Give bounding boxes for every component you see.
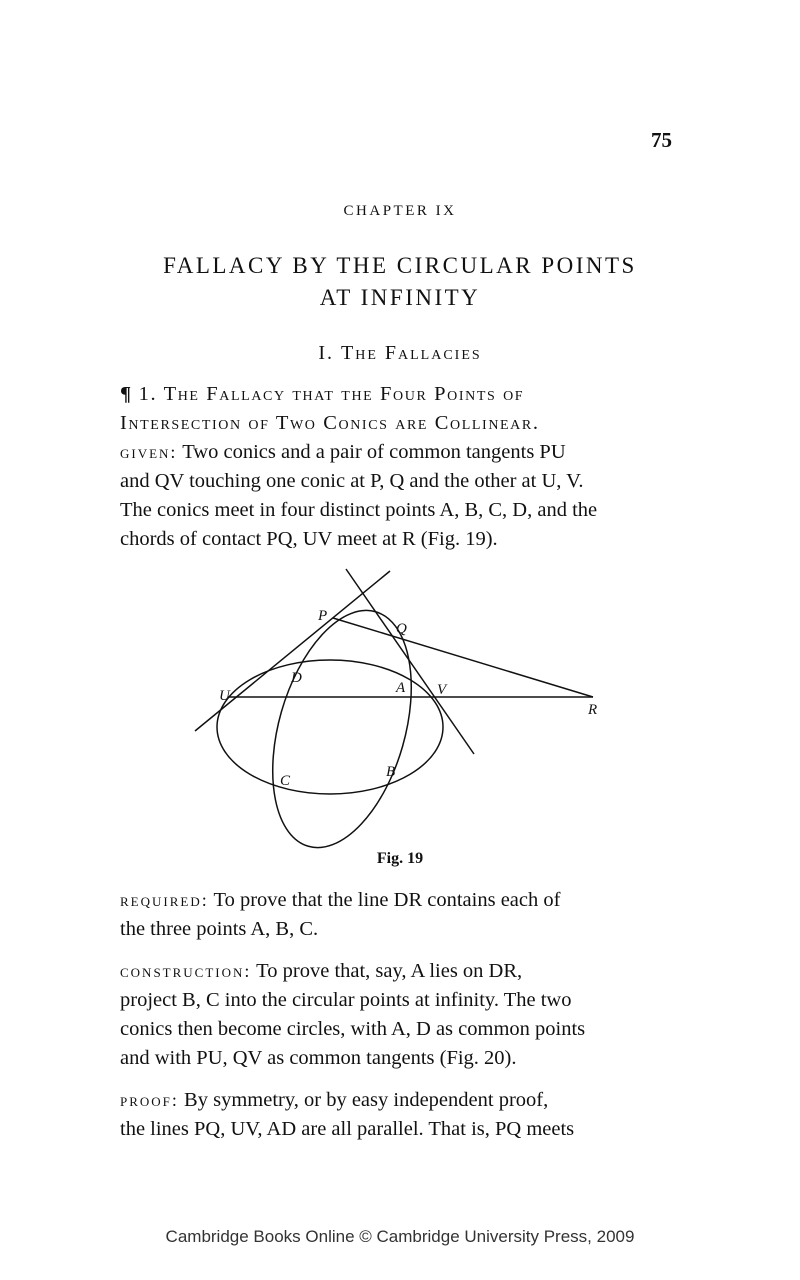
construction-line-1 — [120, 957, 676, 986]
point-label-a: A — [396, 680, 406, 696]
footer-copyright: Cambridge Books Online © Cambridge University Press, 2009 — [165, 1227, 635, 1246]
chapter-title-line-2: AT INFINITY — [319, 285, 481, 310]
chapter-label: CHAPTER IX — [343, 203, 457, 219]
construction-line-3: conics then become circles, with A, D as common points — [120, 1018, 586, 1040]
tall-conic — [248, 594, 436, 860]
page-number: 75 — [651, 128, 672, 152]
chord-pq-line — [333, 618, 593, 697]
construction-line-4: and with PU, QV as common tangents (Fig. 20). — [120, 1047, 517, 1069]
pilcrow-icon: ¶ — [120, 383, 133, 405]
given-line-3: The conics meet in four distinct points A, B, C, D, and the — [120, 499, 598, 521]
fallacy-heading-line-1: 1. The Fallacy that the Four Points of — [138, 383, 525, 405]
fallacy-block — [120, 380, 676, 554]
proof-label: proof: — [120, 1090, 179, 1110]
proof-line-1 — [120, 1086, 676, 1115]
figure-19-diagram — [180, 560, 620, 860]
point-label-b: B — [386, 764, 396, 780]
figure-caption: Fig. 19 — [376, 850, 424, 867]
chapter-title — [0, 250, 800, 314]
wide-conic — [217, 660, 443, 794]
construction-line-2: project B, C into the circular points at infinity. The two — [120, 989, 572, 1011]
required-line-2: the three points A, B, C. — [120, 918, 319, 940]
figure-19 — [180, 560, 620, 860]
section-name: The Fallacies — [341, 342, 482, 364]
given-text-1: Two conics and a pair of common tangents PU — [182, 441, 566, 463]
given-label: given: — [120, 442, 178, 462]
point-label-p: P — [318, 608, 328, 624]
construction-text-1: To prove that, say, A lies on DR, — [256, 960, 523, 982]
given-line-2: and QV touching one conic at P, Q and the other at U, V. — [120, 470, 584, 492]
point-label-r: R — [588, 702, 598, 718]
fallacy-heading-line-2: Intersection of Two Conics are Collinear. — [120, 412, 540, 434]
required-label: required: — [120, 890, 209, 910]
construction-block — [120, 957, 676, 1073]
point-label-c: C — [280, 773, 291, 789]
point-label-d: D — [291, 670, 302, 686]
proof-text-1: By symmetry, or by easy independent proof, — [184, 1089, 549, 1111]
tangent-pu-line — [195, 571, 390, 731]
point-label-v: V — [437, 682, 447, 698]
point-label-u: U — [219, 688, 230, 704]
given-line-4: chords of contact PQ, UV meet at R (Fig. 19). — [120, 528, 498, 550]
proof-line-2: the lines PQ, UV, AD are all parallel. That is, PQ meets — [120, 1118, 575, 1140]
required-line-1 — [120, 886, 676, 915]
required-text-1: To prove that the line DR contains each of — [213, 889, 561, 911]
point-label-q: Q — [396, 621, 407, 637]
proof-block — [120, 1086, 676, 1144]
fallacy-heading — [120, 380, 676, 409]
section-heading — [0, 342, 800, 365]
chapter-title-line-1: FALLACY BY THE CIRCULAR POINTS — [163, 253, 637, 278]
tangent-qv-line — [346, 569, 474, 754]
required-block — [120, 886, 676, 944]
given-line-1 — [120, 438, 676, 467]
section-numeral: I. — [318, 342, 334, 364]
construction-label: construction: — [120, 961, 252, 981]
